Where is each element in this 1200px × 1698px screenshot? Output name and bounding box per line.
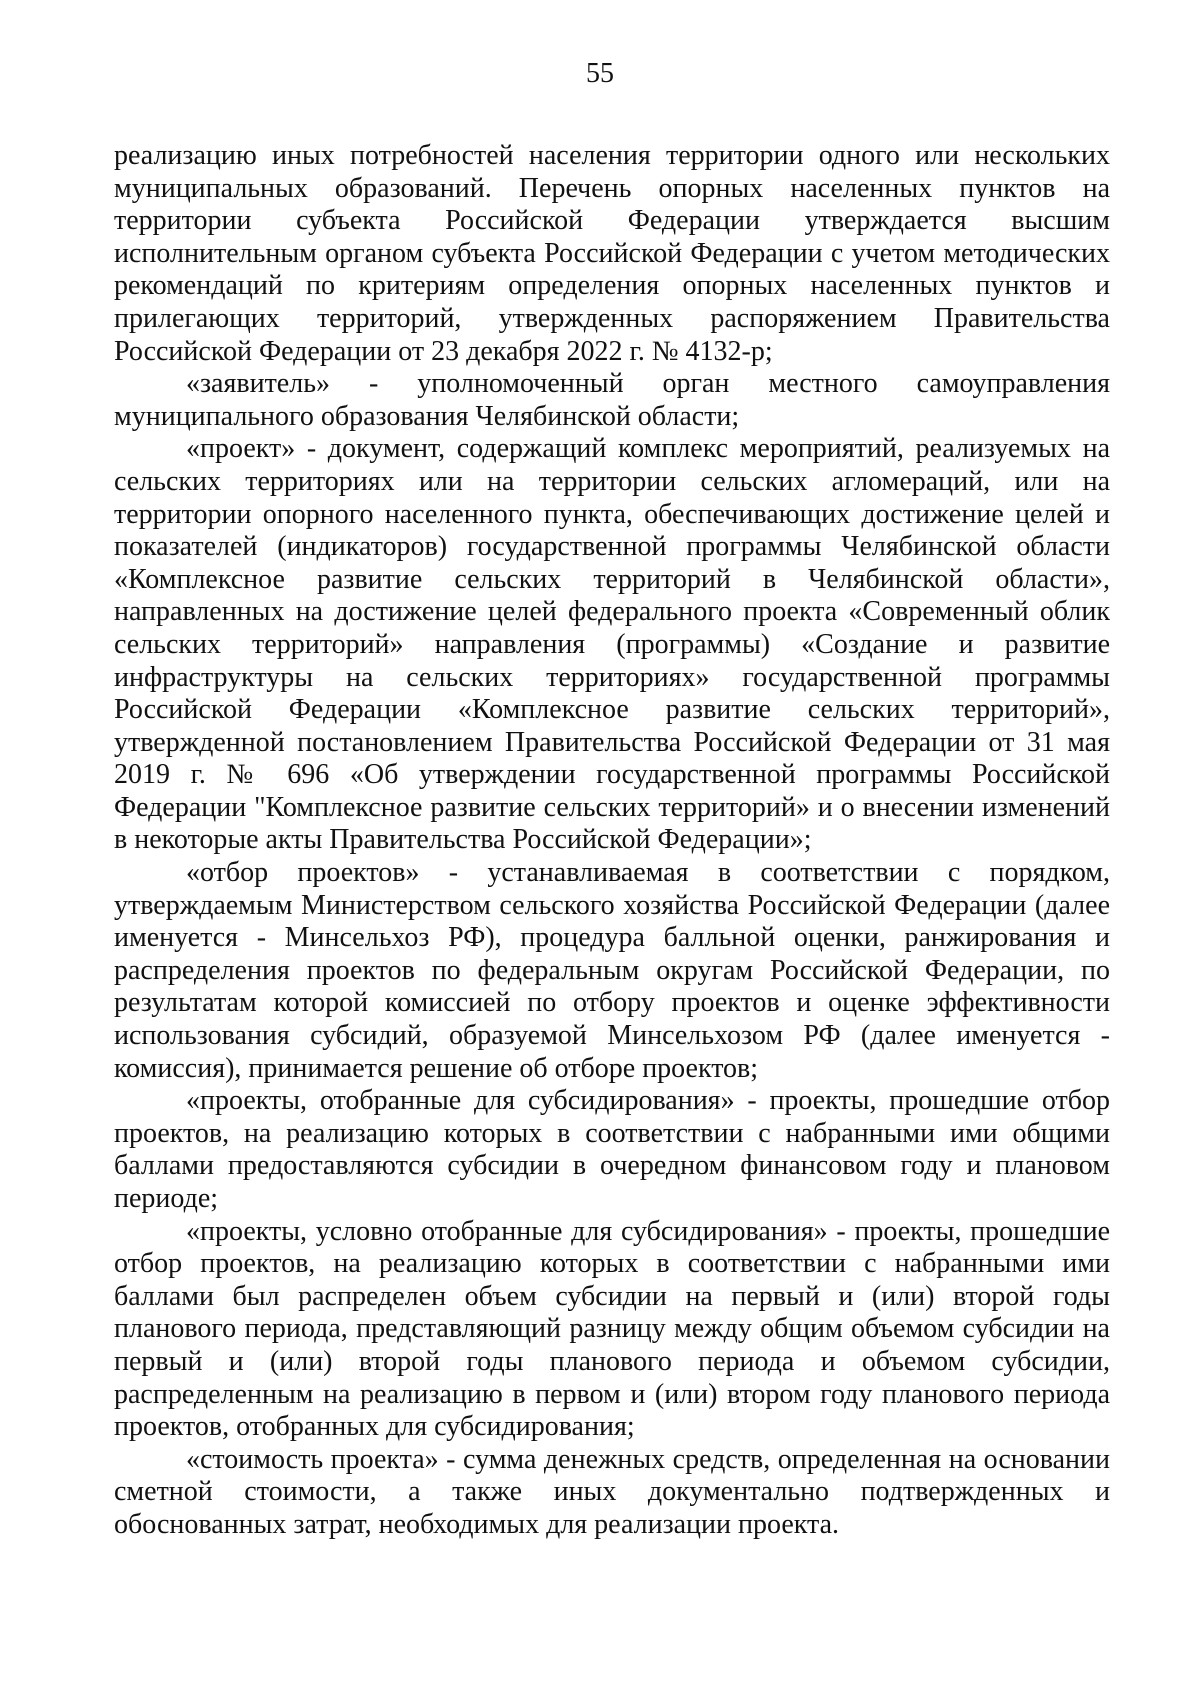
page-number: 55 xyxy=(586,58,614,89)
paragraph-definition-project-selection: «отбор проектов» - устанавливаемая в соответствии с порядком, утверждаемым Министерством сельского хозяйства Российской Федерации (далее именуется - Минсельхоз РФ), процедура балльной оценки, ранжирования и распределения проектов по федеральным округам Российской Федерации, по результатам которой комиссией по отбору проектов и оценке эффективности использования субсидий, образуемой Минсельхозом РФ (далее именуется - комиссия), принимается решение об отборе проектов; xyxy=(114,857,1110,1084)
paragraph-definition-applicant: «заявитель» - уполномоченный орган местного самоуправления муниципального образования Челябинской области; xyxy=(114,368,1110,432)
paragraph-definition-conditionally-selected-projects: «проекты, условно отобранные для субсидирования» - проекты, прошедшие отбор проектов, на реализацию которых в соответствии с набранными ими баллами был распределен объем субсидии на первый и (или) второй годы планового периода, представляющий разницу между общим объемом субсидии на первый и (или) второй годы планового периода и объемом субсидии, распределенным на реализацию в первом и (или) втором году планового периода проектов, отобранных для субсидирования; xyxy=(114,1215,1110,1443)
paragraph-definition-selected-projects: «проекты, отобранные для субсидирования» - проекты, прошедшие отбор проектов, на реализацию которых в соответствии с набранными ими общими баллами предоставляются субсидии в очередном финансовом году и плановом периоде; xyxy=(114,1085,1110,1214)
paragraph-definition-project: «проект» - документ, содержащий комплекс мероприятий, реализуемых на сельских территориях или на территории сельских агломераций, или на территории опорного населенного пункта, обеспечивающих достижение целей и показателей (индикаторов) государственной программы Челябинской области «Комплексное развитие сельских территорий в Челябинской области», направленных на достижение целей федерального проекта «Современный облик сельских территорий» направления (программы) «Создание и развитие инфраструктуры на сельских территориях» государственной программы Российской Федерации «Комплексное развитие сельских территорий», утвержденной постановлением Правительства Российской Федерации от 31 мая 2019 г. № 696 «Об утверждении государственной программы Российской Федерации "Комплексное развитие сельских территорий» и о внесении изменений в некоторые акты Правительства Российской Федерации»; xyxy=(114,433,1110,856)
document-body xyxy=(114,140,1110,1542)
paragraph-definition-project-cost: «стоимость проекта» - сумма денежных средств, определенная на основании сметной стоимости, а также иных документально подтвержденных и обоснованных затрат, необходимых для реализации проекта. xyxy=(114,1443,1110,1540)
paragraph-continuation: реализацию иных потребностей населения территории одного или нескольких муниципальных образований. Перечень опорных населенных пунктов на территории субъекта Российской Федерации утверждается высшим исполнительным органом субъекта Российской Федерации с учетом методических рекомендаций по критериям определения опорных населенных пунктов и прилегающих территорий, утвержденных распоряжением Правительства Российской Федерации от 23 декабря 2022 г. № 4132-р; xyxy=(114,140,1110,367)
